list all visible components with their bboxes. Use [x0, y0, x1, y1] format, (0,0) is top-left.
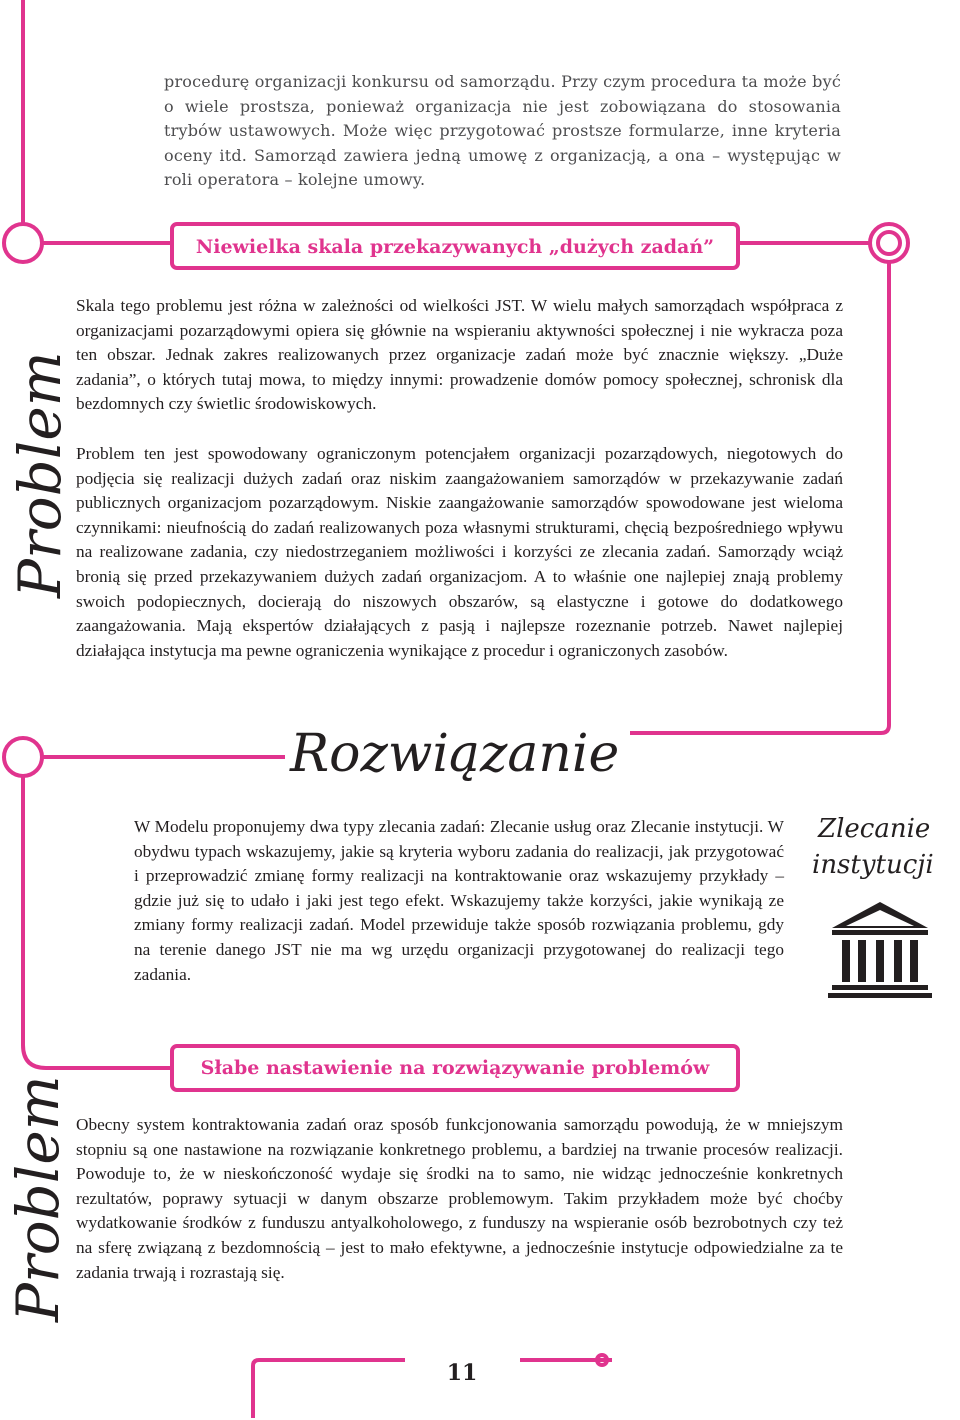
page-number: 11 [446, 1360, 478, 1386]
section-title-weak-orientation: Słabe nastawienie na rozwiązywanie problemów [200, 1057, 710, 1079]
problem-paragraph-2: Problem ten jest spowodowany ograniczonym potencjałem organizacji pozarządowych, niegotowych do podjęcia się realizacji dużych zadań oraz niskim zaangażowaniem samorządów w przekazywanie zadań publicznych organizacjom pozarządowym. Niskie zaangażowanie samorządów spowodowane jest wieloma czynnikami: nieufnością do zadań realizowanych poza własnymi strukturami, chęcią bezpośredniego wpływu na realizowane zadania, czy niedostrzeganiem możliwości i korzyści ze zlecania zadań. Samorządy wciąż bronią się przed przekazywaniem dużych zadań organizacjom. A to właśnie one najlepiej znają problemy swoich podopiecznych, docierają do niszowych obszarów, są elastyczne i gotowe do dodatkowego zaangażowania. Mają ekspertów działających z pasją i najlepsze rozeznanie potrzeb. Nawet najlepiej działająca instytucja ma pewne ograniczenia wynikające z procedur i ograniczonych zasobów. [76, 444, 843, 660]
side-label-problem-2: Problem [4, 1075, 72, 1322]
section-title-small-scale: Niewielka skala przekazywanych „dużych zadań” [195, 236, 715, 258]
intro-paragraph: procedurę organizacji konkursu od samorządu. Przy czym procedura ta może być o wiele prostsza, ponieważ organizacja nie jest zobowiązana do stosowania trybów ustawowych. Może więc przygotować prostsze formularze, inne kryteria oceny itd. Samorząd zawiera jedną umowę z organizacją, a ona – występując w roli operatora – kolejne umowy. [164, 72, 841, 190]
solution-paragraph: W Modelu proponujemy dwa typy zlecania zadań: Zlecanie usług oraz Zlecanie instytucji. W obydwu typach wskazujemy, jakie są kryteria wyboru zadania do realizacji, jak przygotować i przeprowadzić zmianę formy realizacji na kontraktowanie oraz wskazujemy przykłady – gdzie już się to udało i jaki jest tego efekt. Wskazujemy także korzyści, jakie wynikają ze zmiany formy realizacji zadań. Model przewiduje także sposób rozwiązania problemu, gdy na terenie danego JST nie ma wg urzędu organizacji przygotowanej do realizacji tego zadania. [134, 817, 784, 984]
institution-building-icon [828, 900, 932, 1000]
side-heading-institution-line2: instytucji [812, 850, 934, 880]
side-heading-institution-line1: Zlecanie [818, 814, 931, 844]
side-label-problem: Problem [6, 351, 74, 598]
problem-paragraph-3: Obecny system kontraktowania zadań oraz sposób funkcjonowania samorządu powodują, że w mniejszym stopniu są one nastawione na rozwiązanie konkretnego problemu, a bardziej na trwanie procesów realizacji. Powoduje to, że w nieskończoność wydaje się środki na to samo, nie widząc jednocześnie konkretnych rezultatów, poprawy sytuacji w danym obszarze problemowym. Takim przykładem może być choćby wydatkowanie środków z funduszu antyalkoholowego, z funduszy na wspieranie osób bezrobotnych czy też na sferę związaną z bezdomnością – jest to mało efektywne, a jednocześnie instytucje odpowiedzialne za te zadania trwają i rozrastają się. [76, 1115, 843, 1282]
solution-heading: Rozwiązanie [290, 724, 620, 784]
problem-paragraph-1: Skala tego problemu jest różna w zależności od wielkości JST. W wielu małych samorządach współpraca z organizacjami pozarządowymi opiera się głównie na wspieraniu aktywności społecznej i nie wykracza poza ten obszar. Jednak zakres realizowanych przez organizacje zadań może być znacznie większy. „Duże zadania”, o których tutaj mowa, to między innymi: prowadzenie domów pomocy społecznej, schronisk dla bezdomnych czy świetlic środowiskowych. [76, 296, 843, 414]
